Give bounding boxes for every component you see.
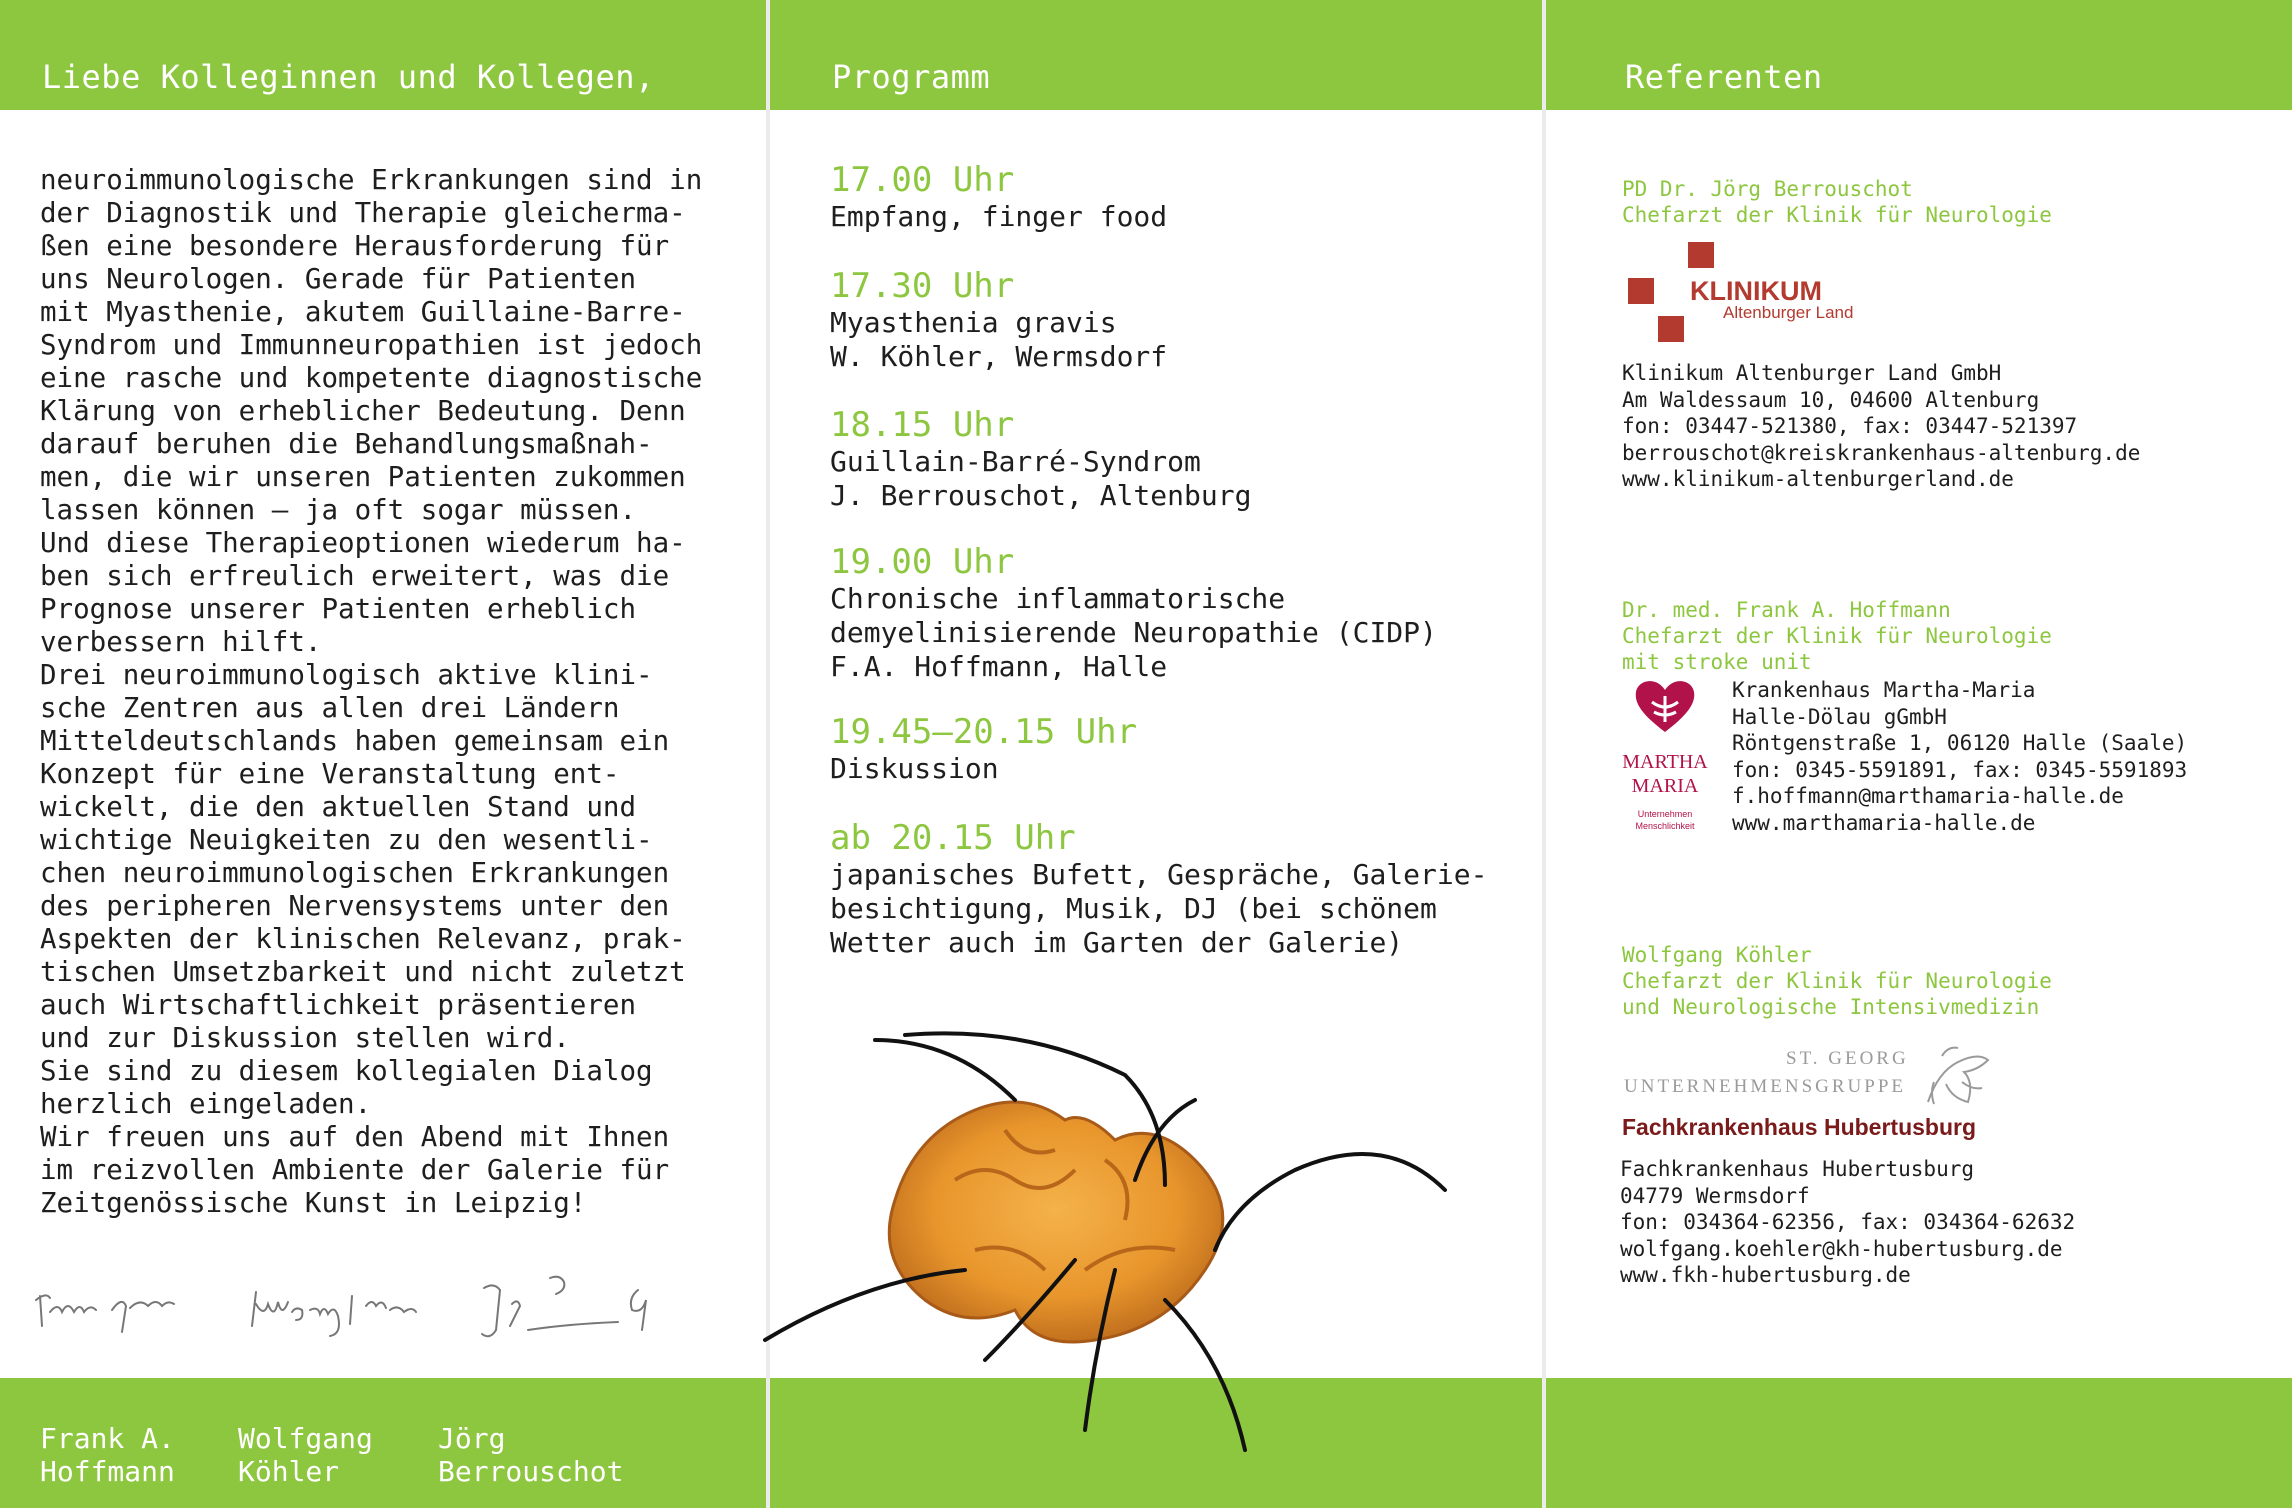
- speaker-2-name: Dr. med. Frank A. Hoffmann Chefarzt der Klinik für Neurologie mit stroke unit: [1622, 598, 2052, 674]
- program-time: ab 20.15 Uhr: [830, 818, 1076, 858]
- speaker-3-name: Wolfgang Köhler Chefarzt der Klinik für Neurologie und Neurologische Intensivmedizin: [1622, 943, 2052, 1019]
- walnut-image: [755, 1010, 1455, 1470]
- program-item: [830, 712, 1137, 786]
- signature-hoffmann: [36, 1295, 174, 1332]
- footer-name-hoffmann: Frank A. Hoffmann: [40, 1422, 175, 1488]
- program-description: japanisches Bufett, Gespräche, Galerie- besichtigung, Musik, DJ (bei schönem Wetter auch im Garten der Galerie): [830, 858, 1488, 959]
- letter-heading: Liebe Kolleginnen und Kollegen,: [42, 58, 655, 96]
- program-item: [830, 405, 1251, 513]
- speaker-1-address: Klinikum Altenburger Land GmbH Am Waldessaum 10, 04600 Altenburg fon: 03447-521380, fax: 03447-521397 berrouschot@kreiskrankenhaus-altenburg.de www.klinikum-altenburgerland.de: [1622, 361, 2141, 491]
- fold-line-right: [1542, 0, 1546, 1508]
- speaker-1-name: PD Dr. Jörg Berrouschot Chefarzt der Klinik für Neurologie: [1622, 177, 2052, 227]
- speaker-3-address: Fachkrankenhaus Hubertusburg 04779 Wermsdorf fon: 034364-62356, fax: 034364-62632 wolfgang.koehler@kh-hubertusburg.de www.fkh-hubertusburg.de: [1620, 1157, 2076, 1287]
- program-time: 17.00 Uhr: [830, 160, 1015, 200]
- program-time: 19.00 Uhr: [830, 542, 1015, 582]
- program-description: Chronische inflammatorische demyelinisierende Neuropathie (CIDP) F.A. Hoffmann, Halle: [830, 582, 1437, 683]
- footer-name-berrouschot: Jörg Berrouschot: [438, 1422, 624, 1488]
- program-time: 19.45–20.15 Uhr: [830, 712, 1138, 752]
- program-description: Guillain-Barré-Syndrom J. Berrouschot, Altenburg: [830, 445, 1252, 512]
- program-item: [830, 818, 1487, 960]
- footer-name-koehler: Wolfgang Köhler: [238, 1422, 373, 1488]
- program-item: [830, 160, 1167, 234]
- klinikum-logo-text: KLINIKUM: [1690, 276, 1822, 306]
- martha-maria-heart-icon: [1634, 678, 1696, 734]
- program-item: [830, 266, 1167, 374]
- klinikum-logo-subtitle: Altenburger Land: [1723, 303, 1854, 322]
- letter-body: neuroimmunologische Erkrankungen sind in der Diagnostik und Therapie gleicherma- ßen eine besondere Herausforderung für uns Neurologen. Gerade für Patienten mit Myasthenie, akutem Guillaine-Barre- Syndrom und Immunneuropathien ist jedoch eine rasche und kompetente diagnostische Klärung von erheblicher Bedeutung. Denn darauf beruhen die Behandlungsmaßnah- men, die wir unseren Patienten zukommen lassen können – ja oft sogar müssen. Und diese Therapieoptionen wiederum ha- ben sich erfreulich erweitert, was die Prognose unserer Patienten erheblich verbessern hilft. Drei neuroimmunologisch aktive klini- sche Zentren aus allen drei Ländern Mitteldeutschlands haben gemeinsam ein Konzept für eine Veranstaltung ent- wickelt, die den aktuellen Stand und wichtige Neuigkeiten zu den wesentli- chen neuroimmunologischen Erkrankungen des peripheren Nervensystems unter den Aspekten der klinischen Relevanz, prak- tischen Umsetzbarkeit und nicht zuletzt auch Wirtschaftlichkeit präsentieren und zur Diskussion stellen wird. Sie sind zu diesem kollegialen Dialog herzlich eingeladen. Wir freuen uns auf den Abend mit Ihnen im reizvollen Ambiente der Galerie für Zeitgenössische Kunst in Leipzig!: [40, 164, 703, 1219]
- martha-maria-logo-text: MARTHA MARIA: [1622, 751, 1708, 797]
- signature-koehler: [252, 1292, 416, 1336]
- program-description: Myasthenia gravis W. Köhler, Wermsdorf: [830, 306, 1168, 373]
- program-time: 17.30 Uhr: [830, 266, 1015, 306]
- st-georg-logo-line1: ST. GEORG: [1786, 1048, 1909, 1069]
- signature-berrouschot: [482, 1277, 646, 1337]
- martha-maria-logo-tagline: Unternehmen Menschlichkeit: [1635, 809, 1695, 831]
- hubertusburg-logo-text: Fachkrankenhaus Hubertusburg: [1622, 1114, 1977, 1140]
- program-item: [830, 542, 1437, 684]
- program-description: Empfang, finger food: [830, 200, 1168, 233]
- program-heading: Programm: [832, 58, 991, 96]
- speaker-2-address: Krankenhaus Martha-Maria Halle-Dölau gGmbH Röntgenstraße 1, 06120 Halle (Saale) fon: 0345-5591891, fax: 0345-5591893 f.hoffmann@marthamaria-halle.de www.marthamaria-halle.de: [1732, 678, 2188, 835]
- st-georg-dragon-icon: [1922, 1042, 1994, 1114]
- program-time: 18.15 Uhr: [830, 405, 1015, 445]
- signatures: [30, 1260, 680, 1350]
- st-georg-logo-line2: UNTERNEHMENSGRUPPE: [1624, 1076, 1907, 1097]
- program-description: Diskussion: [830, 752, 999, 785]
- speakers-heading: Referenten: [1625, 58, 1823, 96]
